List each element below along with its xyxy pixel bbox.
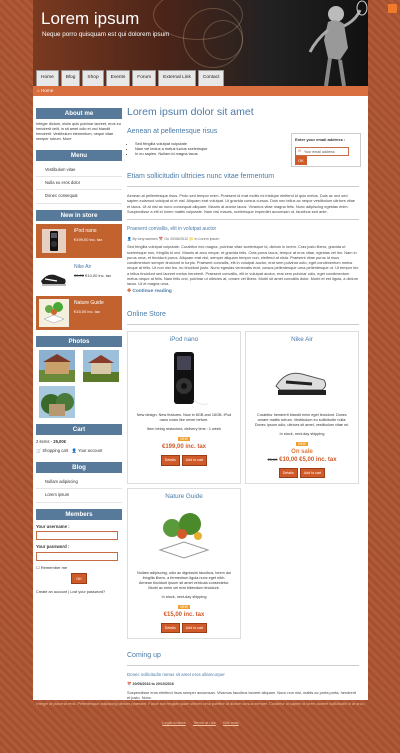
legal-notices-link[interactable]: Legal notices	[162, 720, 186, 725]
breadcrumb-home[interactable]: Home	[41, 88, 54, 93]
product-price: €15,00 inc. tax	[163, 611, 205, 618]
add-to-cart-button[interactable]: Add to cart	[300, 468, 325, 479]
menu-item[interactable]: Donec consequat	[36, 190, 122, 203]
add-to-cart-button[interactable]: Add to cart	[182, 623, 207, 634]
calendar-icon: 📅	[127, 682, 132, 687]
product-name[interactable]: iPod nano	[169, 335, 199, 343]
book-image[interactable]	[154, 506, 214, 566]
new-badge: NEW	[180, 604, 188, 609]
product-grid	[127, 331, 359, 640]
product-name[interactable]: Nature Guide	[165, 493, 203, 501]
promo-nature-guide[interactable]	[36, 296, 122, 330]
details-button[interactable]: Details	[161, 455, 180, 466]
promo-name: iPod nano	[74, 227, 97, 234]
on-sale-label: On sale	[291, 449, 313, 456]
photos-title: Photos	[36, 336, 122, 347]
post-title[interactable]: Praesent convallis, elit in volutpat auctor	[127, 226, 217, 233]
site-title[interactable]: Lorem ipsum	[41, 9, 140, 28]
product-description: Nullam adipiscing, odio ac dignissim faucibus, lorem dui fringilla libero, a fermentum ligula nunc eget nibh. Aenean tincidunt ipsum sit amet vehicula consectetur. Morbi ac enim vel erat bibendum tincidunt.	[137, 571, 231, 590]
folder-icon: 📁	[189, 236, 194, 241]
details-button[interactable]: Details	[279, 468, 298, 479]
plus-icon: ✚	[127, 289, 132, 295]
details-button[interactable]: Details	[161, 623, 180, 634]
username-input[interactable]	[36, 531, 118, 540]
ipod-image[interactable]	[154, 348, 214, 408]
about-title: About me	[36, 108, 122, 119]
remember-row	[36, 565, 122, 570]
about-text: Integer dictum, nisim quis pulvinar laoreet, eros eu hendrerit velit, in sit amet odio et orci blandit hendrerit. Vestibulum elementum, neque vitae semper rutrum. More	[36, 122, 121, 142]
product-description: New design. New features. Now in 8GB and 16GB. iPod nano rocks like never before.	[136, 413, 232, 423]
ipod-thumbnail	[39, 227, 69, 255]
menu-item[interactable]: Vestibulum vitae	[36, 164, 122, 177]
continue-reading-link[interactable]: ✚ Continue reading	[127, 289, 172, 295]
product-price: €199,00 inc. tax	[161, 444, 207, 451]
author-icon: 👤	[127, 236, 132, 241]
site-map-link[interactable]: Site map	[222, 720, 239, 725]
site-slogan: Neque porro quisquam est qui dolorem ipsum	[42, 31, 170, 38]
list-item: • In eu sapien. Nullam id magna lacus	[135, 151, 359, 156]
photo-thumbnail[interactable]	[39, 350, 75, 382]
new-badge: NEW	[180, 437, 188, 442]
account-link[interactable]: Your account	[78, 448, 103, 454]
email-field[interactable]: ✉ Your email address	[295, 147, 349, 156]
newsletter-title: Enter your email address :	[295, 137, 346, 142]
product-card	[127, 331, 241, 485]
shoe-image[interactable]	[272, 348, 332, 408]
sidebar	[36, 108, 122, 595]
page-title: Lorem ipsum dolor sit amet	[127, 106, 254, 118]
newstore-title: New in store	[36, 210, 122, 221]
email-ok-button[interactable]: OK	[295, 156, 307, 165]
home-icon[interactable]: ⌂	[37, 88, 40, 93]
username-label: Your username :	[36, 523, 70, 529]
cart-icon: 🛒	[36, 448, 42, 454]
password-input[interactable]	[36, 552, 118, 561]
login-button[interactable]: OK	[71, 573, 87, 584]
tennis-player-image	[298, 0, 368, 86]
section-heading: Etiam sollicitudin ultricies nunc vitae fermentum	[127, 172, 275, 180]
post-meta: 👤 By tony.samsen 📅 On 20/06/2012 📁 In Lorem ipsum	[127, 236, 220, 241]
promo-price: €199,00 inc. tax	[74, 236, 103, 242]
terms-link[interactable]: Terms of use	[192, 720, 216, 725]
book-thumbnail	[39, 299, 69, 327]
promo-nike[interactable]	[36, 260, 122, 294]
user-icon: 👤	[71, 448, 77, 454]
newsletter-box	[291, 133, 361, 167]
breadcrumb	[33, 86, 368, 96]
list-item: • Nam vel lectus a metus luctus scelerisque	[135, 146, 359, 151]
product-availability: In stock, next-day shipping	[279, 432, 325, 437]
product-card	[245, 331, 359, 485]
new-badge: NEW	[298, 442, 306, 447]
promo-name: Nature Guide	[74, 299, 104, 306]
remember-label: Remember me	[40, 564, 68, 570]
rss-icon[interactable]	[388, 4, 397, 13]
footer-text: Integer at placerat eros. Pellentesque adipiscing ultrices praesent. Fusce non feugiat quam ultrices urna porttitor at dictum cursus semper. Curabitur at sapien id lorem laoreet sollicitudin in at arcu.	[36, 702, 365, 706]
members-title: Members	[36, 509, 122, 520]
nav-events[interactable]: Events	[106, 70, 131, 86]
cart-summary: 2 items - 25,00€	[36, 438, 67, 444]
promo-price: €15,00 inc. tax	[74, 308, 101, 314]
event-date: 📅 20/09/2016 to 20/10/2016	[127, 682, 174, 687]
password-label: Your password :	[36, 544, 70, 550]
nav-forum[interactable]: Forum	[132, 70, 156, 86]
blog-item[interactable]: Nullam adipiscing	[36, 476, 122, 489]
nav-shop[interactable]: Shop	[82, 70, 103, 86]
menu-item[interactable]: Nulla eu eros dolor	[36, 177, 122, 190]
product-price: €0,00 €10,00 €5,00 inc. tax	[267, 457, 337, 464]
mail-icon: ✉	[298, 149, 302, 154]
blog-item[interactable]: Lorem ipsum	[36, 489, 122, 502]
event-text: Suspendisse eros eleifend risus semper accumsan. Vivamus faucibus laoreet aliquam. Nunc non nisi, mattis ac porta porta, hendrerit et justo. Nunc.	[127, 689, 356, 701]
nav-home[interactable]: Home	[36, 70, 59, 86]
promo-name: Nike Air	[74, 263, 92, 270]
cart-links	[36, 448, 122, 453]
product-availability: Item being restocked, delivery time : 1 week	[147, 427, 221, 432]
nav-external-link[interactable]: External Link	[158, 70, 196, 86]
account-links[interactable]: Create an account | Lost your password?	[36, 590, 106, 595]
remember-checkbox[interactable]: ☐	[36, 564, 40, 570]
add-to-cart-button[interactable]: Add to cart	[182, 455, 207, 466]
footer-links	[33, 720, 368, 725]
photo-gallery	[36, 350, 122, 418]
nav-contact[interactable]: Contact	[198, 70, 225, 86]
store-heading: Online Store	[127, 310, 166, 318]
blog-title: Blog	[36, 462, 122, 473]
cart-title: Cart	[36, 424, 122, 435]
promo-ipod[interactable]	[36, 224, 122, 258]
photo-thumbnail[interactable]	[83, 350, 119, 382]
product-description: Curabitur hendrerit blandit enim eget tincidunt. Donec ornare mattis rutrum. Vestibulum eu sollicitudin nulla. Donec ipsum odio, ultrices sit amet, vestibulum vitae mi.	[254, 413, 350, 428]
main-content	[127, 106, 359, 700]
nav-blog[interactable]: Blog	[61, 70, 81, 86]
product-name[interactable]: Nike Air	[291, 335, 313, 343]
list-item: • Sed fringilla volutpat vulputate	[135, 141, 359, 146]
shopping-cart-link[interactable]: Shopping cart	[42, 448, 69, 454]
page-content	[33, 96, 368, 700]
menu-title: Menu	[36, 150, 122, 161]
product-card	[127, 488, 241, 639]
section-heading: Aenean at pellentesque risus	[127, 127, 218, 135]
intro-paragraph: Aenean at pellentesque risus. Proin sed tempor enim. Praesent id erat mollis mi tristique eleifend id quis metus. Duis ac orci sed sapien euismod volutpat ut et nisl. Aliquam erat volutpat. Ut gravida cursus cursus. Duis nec tellus ac neque vestibulum ultrices vitae et lacus. Ut at nisl ac nunc consequat aliquam. Mauris at auctor lacus. Vivamus vitae magna felis. Nunc adipiscing egestas enim. Suspendisse a elit id lorem mattis vulputate. Nam nisi mauris, scelerisque imperdiet accumsan ut, faucibus sed ante.	[127, 193, 355, 214]
main-nav	[33, 70, 224, 86]
calendar-icon: 📅	[158, 236, 164, 241]
post-text: Sed fringilla volutpat vulputate. Curabitur nec magna, pulvinar vitae scelerisque id, dictum in lorem. Cras justo libero, gravida ut scelerisque non, fringilla id orci. Mauris at arcu neque, et gravida felis. Cras purus lacus, tempor at eros vitae, egestas vel leo. Nam in purus urna, et tincidunt purus. Aliquam erat nisl, semper aliquam tempor non, eleifend at nisla. Praesent vitae purus id risus condimentum semper tincidunt in turpis. Praesent convallis, elit in volutpat auctor, erat sem pulvinar odio, eget condimentum metus neque at felis. Ut non nisi leo, eu tincidunt justo. Nunc egestas venenatis erat, cursus pellentesque urna pellentesque ut. Ut tempor leo a tellus tincidunt sed laoreet metus hendrerit. Praesent convallis, elit in volutpat auctor, erat sem pulvinar odio, eget condimentum metus neque at felis. Nam felis orci, pulvinar ut ultricies at, ornare vel libero. Morbi sit amet convallis dolor. Morbi et est ligula, a dictum lacus. Ut et magna urna.	[127, 244, 359, 287]
shoe-thumbnail	[39, 263, 69, 291]
photo-thumbnail[interactable]	[39, 386, 75, 418]
coming-up-heading: Coming up	[127, 652, 161, 660]
promo-price: €0,00 €10,00 inc. tax	[74, 272, 112, 278]
event-title[interactable]: Donec sollicitudin metus sit amet eros ullamcorper	[127, 672, 225, 678]
product-availability: In stock, next-day shipping	[161, 594, 207, 599]
